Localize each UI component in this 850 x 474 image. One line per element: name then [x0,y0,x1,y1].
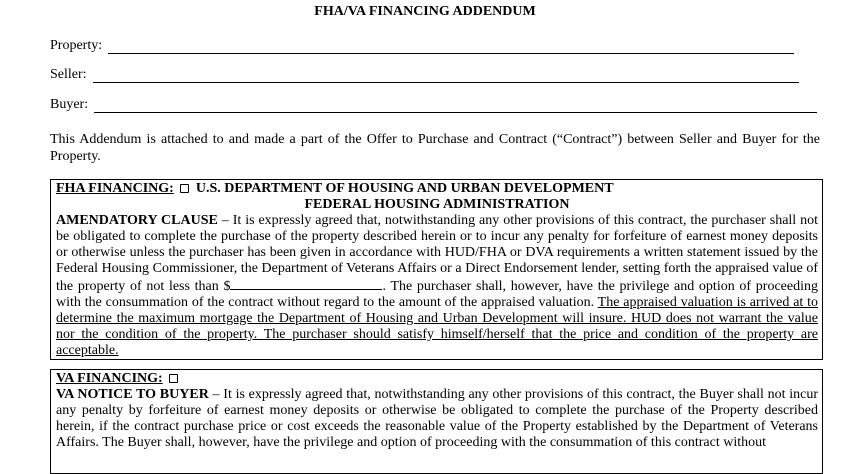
buyer-field [50,97,817,113]
intro-paragraph: This Addendum is attached to and made a part of the Offer to Purchase and Contract (“Contract”) between Seller and Buyer for the Property. [50,132,820,164]
fha-heading: FHA FINANCING: [56,181,174,196]
va-notice-title: VA NOTICE TO BUYER [56,387,209,402]
seller-input-line[interactable] [93,69,799,83]
va-financing-section [50,369,823,474]
seller-field [50,67,799,83]
fha-administration: FEDERAL HOUSING ADMINISTRATION [304,197,570,212]
property-field [50,38,794,54]
amendatory-clause-text-continued: . The purchaser shall, however, have the privilege and option of proceeding with the consummation of the contract without regard to the amount of the appraised valuation. [56,279,818,310]
va-checkbox-icon[interactable] [169,374,178,383]
va-heading: VA FINANCING: [56,371,163,386]
amendatory-clause-text: – It is expressly agreed that, notwithstanding any other provisions of this contract, the purchaser shall not be obligated to complete the purchase of the property described herein or to incur any penalty for forfeiture of earnest money deposits or otherwise unless the purchaser has been given in accordance with HUD/FHA or DVA requirements a written statement issued by the Federal Housing Commissioner, the Department of Veterans Affairs or a Direct Endorsement lender, setting forth the appraised value of the property of not less than $ [56,213,819,294]
fha-checkbox-icon[interactable] [180,184,189,193]
buyer-label: Buyer: [50,97,89,112]
property-label: Property: [50,38,103,53]
buyer-input-line[interactable] [94,99,817,113]
document-title: FHA/VA FINANCING ADDENDUM [314,4,536,19]
appraised-value-blank[interactable] [230,277,382,290]
amendatory-clause-title: AMENDATORY CLAUSE [56,213,218,228]
appraisal-disclaimer: The appraised valuation is arrived at to determine the maximum mortgage the Department of Housing and Urban Development will insure. HUD does not warrant the value nor the condition of the property. The purchaser should satisfy himself/herself that the price and condition of the property are acceptable. [56,295,818,358]
fha-department: U.S. DEPARTMENT OF HOUSING AND URBAN DEVELOPMENT [195,181,614,196]
va-notice-text: – It is expressly agreed that, notwithstanding any other provisions of this contract, the Buyer shall not incur any penalty by forfeiture of earnest money deposits or otherwise be obligated to complete the purchase of the Property described herein, if the contract purchase price or cost exceeds the reasonable value of the Property established by the Department of Veterans Affairs. The Buyer shall, however, have the privilege and option of proceeding with the consummation of this contract without [56,387,818,450]
seller-label: Seller: [50,67,87,82]
property-input-line[interactable] [108,40,794,54]
fha-financing-section [50,179,823,360]
